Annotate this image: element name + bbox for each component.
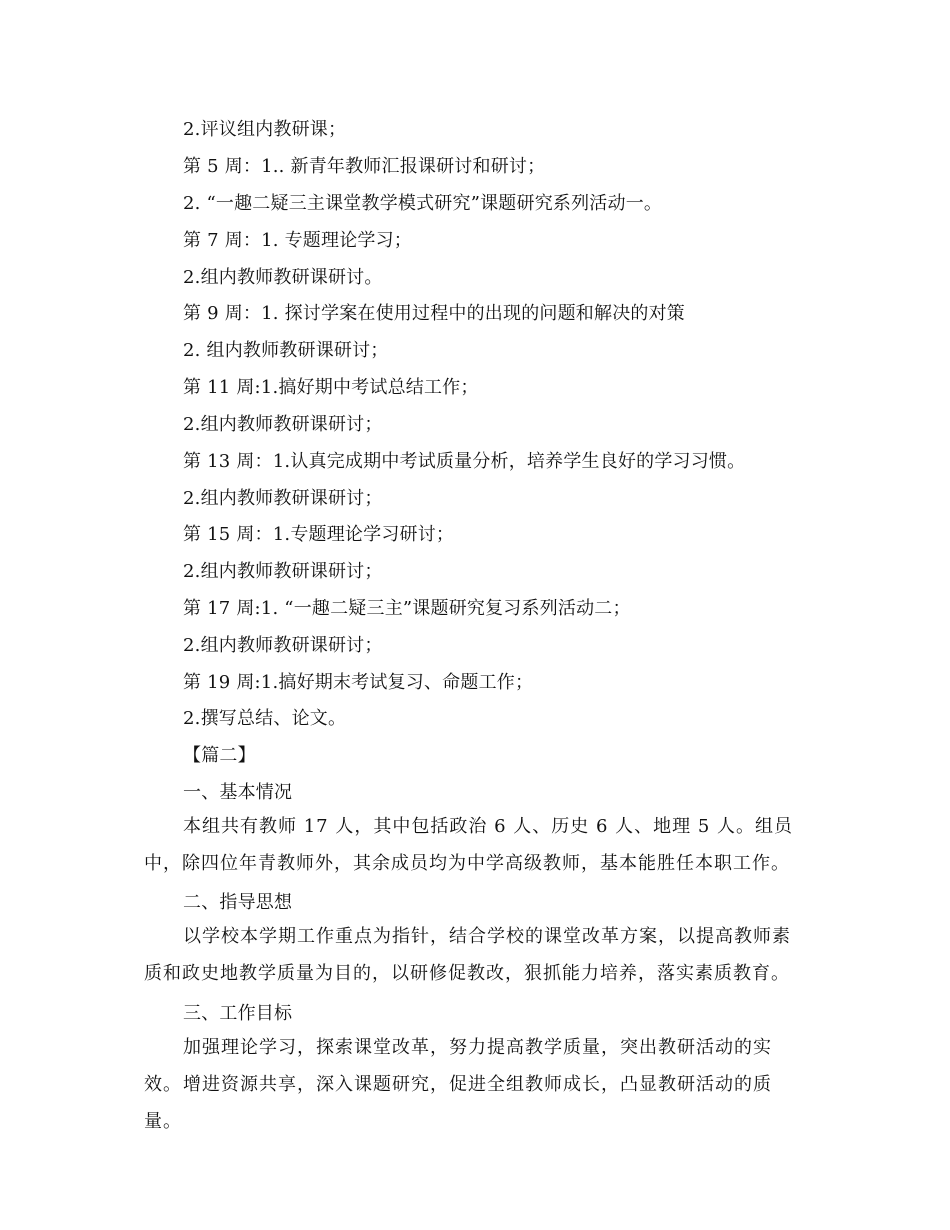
text-line: 第 11 周:1.搞好期中考试总结工作；	[183, 377, 479, 398]
text-line: 2.评议组内教研课；	[183, 119, 347, 140]
paragraph-basic-info: 本组共有教师 17 人，其中包括政治 6 人、历史 6 人、地理 5 人。组员中，除四位年青教师外，其余成员均为中学高级教师，基本能胜任本职工作。	[144, 816, 794, 874]
text-line: 第 19 周:1.搞好期末考试复习、命题工作；	[183, 672, 534, 693]
text-line: 2.组内教师教研课研讨；	[183, 488, 383, 509]
section-title: 【篇二】	[183, 745, 256, 766]
text-line: 第 15 周：1.专题理论学习研讨；	[183, 524, 455, 545]
text-line: 2.组内教师教研课研讨；	[183, 635, 383, 656]
text-line: 2. 组内教师教研课研讨；	[183, 340, 389, 361]
text-line: 第 9 周：1. 探讨学案在使用过程中的出现的问题和解决的对策	[183, 303, 685, 324]
text-line: 第 13 周：1.认真完成期中考试质量分析，培养学生良好的学习习惯。	[183, 451, 746, 472]
text-line: 第 7 周：1. 专题理论学习；	[183, 230, 412, 251]
text-line: 2.撰写总结、论文。	[183, 708, 347, 729]
paragraph-work-goals-1: 加强理论学习，探索课堂改革，努力提高教学质量，突出教研活动的实效。	[144, 1037, 772, 1095]
text-line: 第 5 周：1.. 新青年教师汇报课研讨和研讨；	[183, 156, 546, 177]
paragraph-guiding-ideology: 以学校本学期工作重点为指针，结合学校的课堂改革方案，以提高教师素质和政史地教学质量为目的，以研修促教改，狠抓能力培养，落实素质教育。	[144, 926, 791, 984]
heading-guiding-ideology: 二、指导思想	[183, 892, 293, 913]
text-line: 2.组内教师教研课研讨；	[183, 561, 383, 582]
text-line: 2. “一趣二疑三主课堂教学模式研究”课题研究系列活动一。	[183, 193, 663, 214]
heading-basic-info: 一、基本情况	[183, 782, 293, 803]
text-line: 2.组内教师教研课研讨；	[183, 414, 383, 435]
text-line: 第 17 周:1. “一趣二疑三主”课题研究复习系列活动二；	[183, 598, 631, 619]
text-line: 2.组内教师教研课研讨。	[183, 267, 383, 288]
paragraph-work-goals-2: 增进资源共享，深入课题研究，促进全组教师成长，凸显教研活动的质量。	[144, 1074, 772, 1132]
heading-work-goals: 三、工作目标	[183, 1003, 293, 1024]
